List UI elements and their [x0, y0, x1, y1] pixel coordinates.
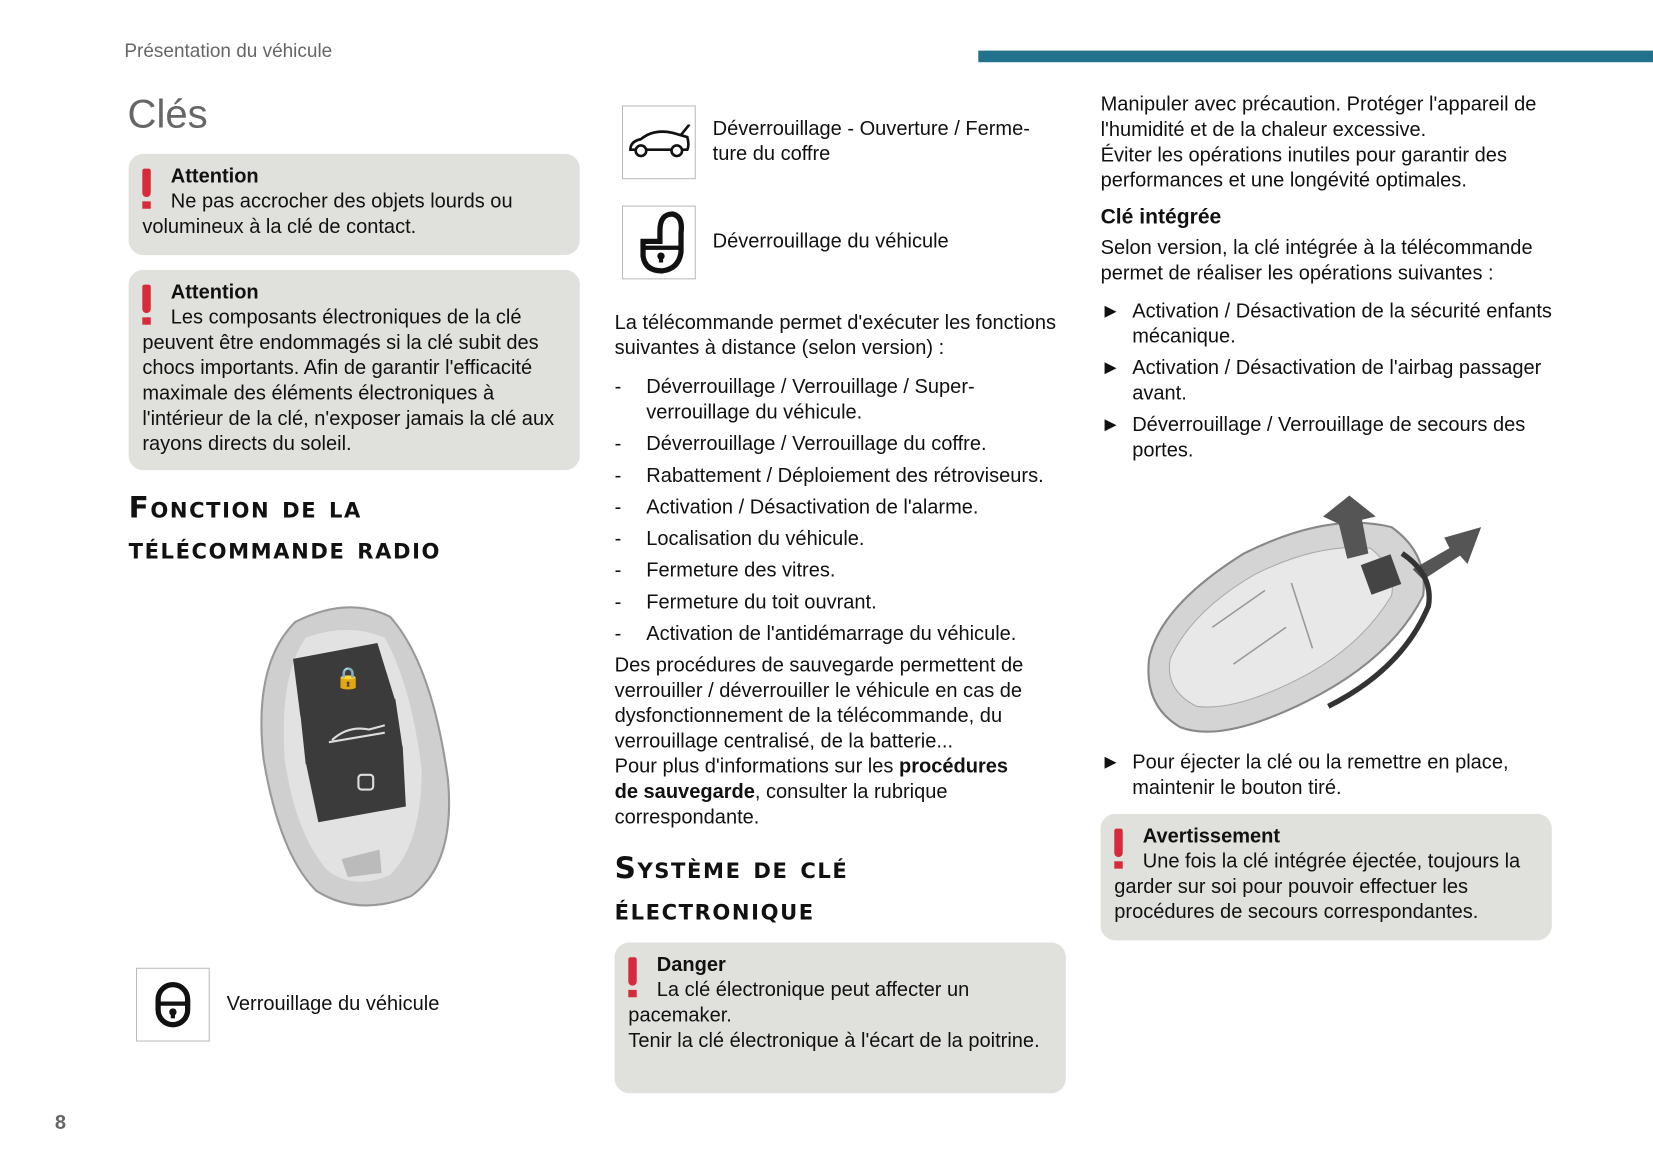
heading-line: Fonction de la	[128, 490, 362, 525]
list-item: - Fermeture du toit ouvrant.	[614, 591, 877, 614]
danger-text: La clé électronique peut affecter un pacemaker.	[628, 979, 970, 1027]
eject-instruction	[1101, 751, 1554, 802]
list-item: - Déverrouillage / Verrouillage / Super-verrouillage du véhicule.	[614, 376, 975, 424]
page-number: 8	[54, 1112, 66, 1135]
button-legend-trunk	[622, 105, 1030, 179]
running-header: Présentation du véhicule	[124, 40, 333, 62]
remote-function-list	[615, 375, 1063, 647]
exclamation-icon	[141, 285, 152, 329]
arrow-icon: ►	[1100, 300, 1121, 323]
warning-text: Les composants électroniques de la clé peuvent être endommagés si la clé subit des chocs importants. Afin de garantir l'efficacité maximale des éléments électroniques à l'intérieur de la clé, n'exposer jamais la clé aux rayons directs du soleil.	[142, 306, 555, 456]
warning-box	[129, 270, 580, 470]
svg-text:🔒: 🔒	[335, 667, 362, 691]
button-legend-label: Déverrouillage - Ouverture / Ferme-	[712, 118, 1030, 141]
lock-icon	[136, 968, 210, 1042]
cross-reference: procédures de sauvegarde	[614, 755, 1009, 804]
integrated-key-heading: Clé intégrée	[1100, 205, 1222, 229]
header-accent-bar	[978, 51, 1653, 63]
button-legend-lock	[136, 968, 439, 1042]
integrated-key-illustration	[1139, 490, 1487, 745]
button-legend-unlock	[622, 206, 949, 280]
list-item: - Rabattement / Déploiement des rétroviseurs.	[614, 464, 1044, 488]
exclamation-icon	[1113, 829, 1124, 873]
list-item: ► Activation / Désactivation de l'airbag passager avant.	[1100, 357, 1542, 405]
list-item: - Déverrouillage / Verrouillage du coffre.	[614, 433, 987, 456]
list-item: ► Déverrouillage / Verrouillage de secours des portes.	[1100, 414, 1526, 462]
remote-key-illustration	[253, 601, 459, 919]
list-item: ► Pour éjecter la clé ou la remettre en place, maintenir le bouton tiré.	[1100, 751, 1509, 800]
more-info-text: Pour plus d'informations sur les procédures de sauvegarde, consulter la rubrique correspondante.	[614, 755, 1009, 829]
avertissement-box	[1101, 814, 1552, 941]
heading-line: électronique	[614, 891, 815, 927]
arrow-icon: ►	[1100, 414, 1121, 437]
list-item: ► Activation / Désactivation de la sécurité enfants mécanique.	[1100, 300, 1552, 348]
avertissement-text: Une fois la clé intégrée éjectée, toujours la garder sur soi pour pouvoir effectuer les procédures de secours correspondantes.	[1114, 850, 1521, 924]
unlock-icon	[622, 206, 696, 280]
page-title: Clés	[127, 92, 208, 138]
arrow-icon: ►	[1100, 751, 1121, 774]
care-text: Manipuler avec précaution. Protéger l'appareil de l'humidité et de la chaleur excessive.	[1100, 93, 1537, 142]
danger-text: Tenir la clé électronique à l'écart de la poitrine.	[628, 1029, 1040, 1053]
heading-line: télécommande radio	[128, 531, 442, 567]
list-item: - Localisation du véhicule.	[614, 528, 865, 551]
list-item: - Fermeture des vitres.	[614, 559, 836, 582]
heading-line: Système de clé	[614, 850, 849, 886]
list-item: - Activation / Désactivation de l'alarme.	[614, 496, 979, 519]
car-trunk-icon	[622, 105, 696, 179]
button-legend-label: Verrouillage du véhicule	[226, 993, 440, 1016]
warning-title: Attention	[170, 165, 259, 188]
list-item: - Activation de l'antidémarrage du véhicule.	[614, 623, 1017, 646]
avertissement-title: Avertissement	[1142, 825, 1281, 848]
exclamation-icon	[141, 169, 152, 213]
button-legend-label: ture du coffre	[712, 143, 831, 166]
section-heading-electronic-key	[615, 848, 1068, 930]
care-text: Éviter les opérations inutiles pour garantir des performances et une longévité optimales.	[1100, 144, 1507, 192]
integrated-key-operations	[1101, 299, 1554, 463]
warning-text: Ne pas accrocher des objets lourds ou volumineux à la clé de contact.	[142, 190, 513, 239]
danger-box	[615, 942, 1066, 1093]
warning-box	[129, 154, 580, 255]
warning-title: Attention	[170, 281, 259, 304]
button-legend-label: Déverrouillage du véhicule	[712, 230, 949, 254]
arrow-icon: ►	[1100, 357, 1121, 380]
section-heading-remote	[129, 487, 593, 569]
backup-text: Des procédures de sauvegarde permettent de verrouiller / déverrouiller le véhicule en cas de dysfonctionnement de la télécommande, du verrouillage centralisé, de la batterie...	[614, 654, 1024, 753]
remote-intro: La télécommande permet d'exécuter les fonctions suivantes à distance (selon version) :	[614, 312, 1056, 360]
danger-title: Danger	[656, 954, 726, 977]
exclamation-icon	[627, 957, 638, 1001]
integrated-key-intro: Selon version, la clé intégrée à la télécommande permet de réaliser les opérations suivantes :	[1100, 237, 1533, 285]
